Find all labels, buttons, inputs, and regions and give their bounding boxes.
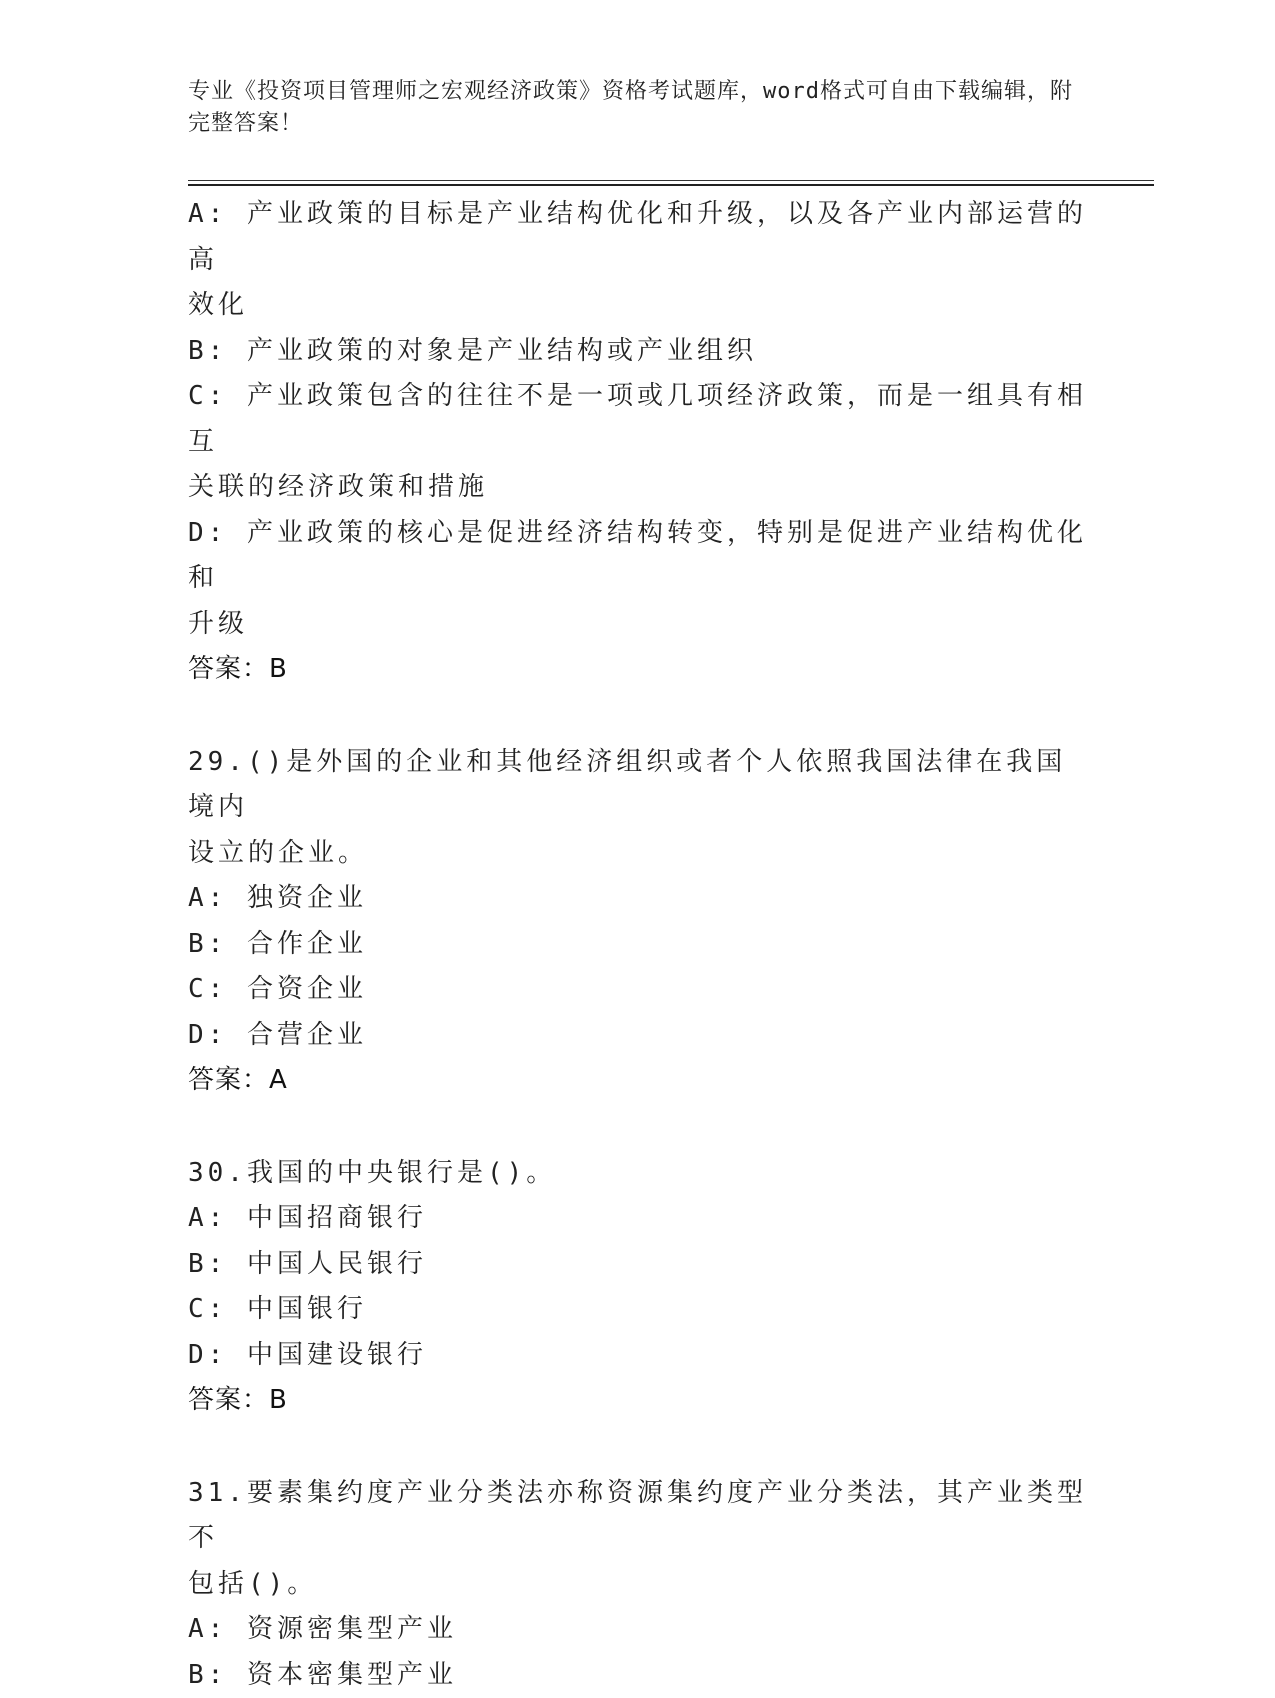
question-line: D: 产业政策的核心是促进经济结构转变，特别是促进产业结构优化和 xyxy=(188,511,1088,602)
question-line: A: 资源密集型产业 xyxy=(188,1607,1088,1653)
question-line: 29.()是外国的企业和其他经济组织或者个人依照我国法律在我国境内 xyxy=(188,740,1088,831)
question-line: B: 产业政策的对象是产业结构或产业组织 xyxy=(188,329,1088,375)
question-line: 设立的企业。 xyxy=(188,831,1088,877)
question-line: A: 中国招商银行 xyxy=(188,1196,1088,1242)
answer-line: 答案：B xyxy=(188,647,1088,693)
question-line: 包括()。 xyxy=(188,1562,1088,1608)
question-line: B: 中国人民银行 xyxy=(188,1242,1088,1288)
question-gap xyxy=(188,693,1088,740)
document-header: 专业《投资项目管理师之宏观经济政策》资格考试题库，word格式可自由下载编辑，附完整答案！ xyxy=(188,76,1088,140)
question-line: 31.要素集约度产业分类法亦称资源集约度产业分类法，其产业类型不 xyxy=(188,1471,1088,1562)
question-line: 效化 xyxy=(188,283,1088,329)
answer-line: 答案：B xyxy=(188,1378,1088,1424)
question-line: A: 独资企业 xyxy=(188,876,1088,922)
question-gap xyxy=(188,1424,1088,1471)
header-rule-thin xyxy=(188,180,1154,181)
question-block xyxy=(188,192,1088,693)
question-line: B: 合作企业 xyxy=(188,922,1088,968)
answer-line: 答案：A xyxy=(188,1058,1088,1104)
question-line: 关联的经济政策和措施 xyxy=(188,465,1088,511)
question-line: B: 资本密集型产业 xyxy=(188,1653,1088,1698)
question-line: C: 中国银行 xyxy=(188,1287,1088,1333)
question-block xyxy=(188,1471,1088,1698)
question-gap xyxy=(188,1104,1088,1151)
question-block xyxy=(188,740,1088,1104)
question-line: C: 合资企业 xyxy=(188,967,1088,1013)
question-line: D: 合营企业 xyxy=(188,1013,1088,1059)
question-line: 升级 xyxy=(188,602,1088,648)
question-line: A: 产业政策的目标是产业结构优化和升级，以及各产业内部运营的高 xyxy=(188,192,1088,283)
header-rule-thick xyxy=(188,184,1154,186)
question-line: D: 中国建设银行 xyxy=(188,1333,1088,1379)
question-list xyxy=(188,192,1088,1698)
question-block xyxy=(188,1151,1088,1424)
question-line: 30.我国的中央银行是()。 xyxy=(188,1151,1088,1197)
question-line: C: 产业政策包含的往往不是一项或几项经济政策，而是一组具有相互 xyxy=(188,374,1088,465)
